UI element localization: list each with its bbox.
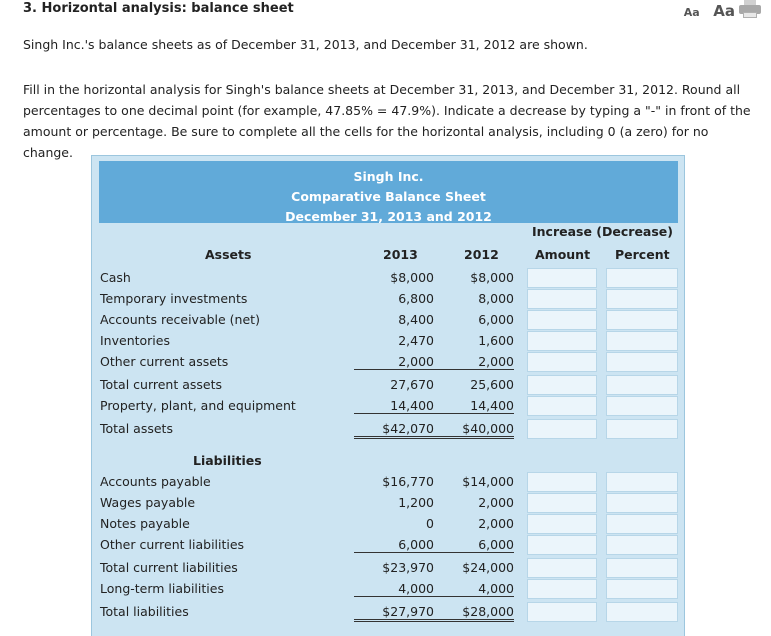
percent-input[interactable]	[606, 472, 678, 492]
amount-input[interactable]	[527, 331, 597, 351]
value-y2013: $27,970	[354, 604, 434, 622]
row-label: Total current liabilities	[100, 560, 238, 575]
value-y2013: 6,000	[354, 537, 434, 553]
row-label: Property, plant, and equipment	[100, 398, 296, 413]
percent-input[interactable]	[606, 396, 678, 416]
value-y2012: $28,000	[434, 604, 514, 622]
value-y2012: 25,600	[470, 377, 514, 392]
year-2013-header: 2013	[383, 247, 418, 262]
amount-input[interactable]	[527, 602, 597, 622]
statement-date: December 31, 2013 and 2012	[285, 209, 492, 224]
value-y2013: $16,770	[382, 474, 434, 489]
amount-header: Amount	[535, 247, 591, 262]
value-y2012: 2,000	[478, 495, 514, 510]
value-y2013: 2,000	[354, 354, 434, 370]
value-y2012: $24,000	[462, 560, 514, 575]
font-decrease-button[interactable]: Aa	[683, 6, 700, 19]
percent-input[interactable]	[606, 579, 678, 599]
percent-input[interactable]	[606, 268, 678, 288]
percent-input[interactable]	[606, 375, 678, 395]
amount-input[interactable]	[527, 268, 597, 288]
value-y2013: 6,800	[398, 291, 434, 306]
font-increase-button[interactable]: Aa	[713, 2, 735, 20]
company-name: Singh Inc.	[353, 169, 424, 184]
percent-input[interactable]	[606, 535, 678, 555]
amount-input[interactable]	[527, 472, 597, 492]
amount-input[interactable]	[527, 310, 597, 330]
amount-input[interactable]	[527, 535, 597, 555]
value-y2013: $8,000	[390, 270, 434, 285]
value-y2012: 14,400	[434, 398, 514, 414]
liabilities-header: Liabilities	[193, 453, 262, 468]
amount-input[interactable]	[527, 289, 597, 309]
row-label: Notes payable	[100, 516, 190, 531]
row-label: Accounts receivable (net)	[100, 312, 260, 327]
row-label: Cash	[100, 270, 131, 285]
value-y2013: 14,400	[354, 398, 434, 414]
row-label: Wages payable	[100, 495, 196, 510]
question-title: 3. Horizontal analysis: balance sheet	[23, 1, 294, 16]
value-y2013: 1,200	[398, 495, 434, 510]
amount-input[interactable]	[527, 352, 597, 372]
instructions-text: Fill in the horizontal analysis for Singh's balance sheets at December 31, 2013, and December 31, 2012. Round all percentages to one decimal point (for example, 47.85% = 47.9%). Indicate a decrease by typing a "-" in front of the amount or percentage. Be sure to complete all the cells for the horizontal analysis, including 0 (a zero) for no change.	[23, 82, 751, 160]
amount-input[interactable]	[527, 558, 597, 578]
percent-input[interactable]	[606, 419, 678, 439]
row-label: Accounts payable	[100, 474, 211, 489]
print-icon[interactable]	[739, 0, 761, 18]
amount-input[interactable]	[527, 419, 597, 439]
intro-text: Singh Inc.'s balance sheets as of December 31, 2013, and December 31, 2012 are shown.	[23, 37, 588, 52]
percent-input[interactable]	[606, 514, 678, 534]
value-y2013: 0	[426, 516, 434, 531]
percent-input[interactable]	[606, 602, 678, 622]
percent-header: Percent	[615, 247, 670, 262]
value-y2012: 2,000	[478, 516, 514, 531]
value-y2013: $42,070	[354, 421, 434, 439]
font-size-controls	[684, 1, 735, 20]
table-header	[99, 161, 678, 223]
value-y2013: 27,670	[390, 377, 434, 392]
balance-sheet-table	[91, 155, 685, 636]
amount-input[interactable]	[527, 493, 597, 513]
amount-input[interactable]	[527, 579, 597, 599]
value-y2013: 2,470	[398, 333, 434, 348]
change-header: Increase (Decrease)	[532, 224, 673, 239]
row-label: Other current liabilities	[100, 537, 245, 552]
value-y2012: $8,000	[470, 270, 514, 285]
percent-input[interactable]	[606, 352, 678, 372]
value-y2013: 4,000	[354, 581, 434, 597]
row-label: Total assets	[100, 421, 173, 436]
amount-input[interactable]	[527, 396, 597, 416]
statement-name: Comparative Balance Sheet	[291, 189, 486, 204]
percent-input[interactable]	[606, 558, 678, 578]
value-y2012: 6,000	[434, 537, 514, 553]
value-y2012: $40,000	[434, 421, 514, 439]
value-y2012: 4,000	[434, 581, 514, 597]
percent-input[interactable]	[606, 289, 678, 309]
amount-input[interactable]	[527, 514, 597, 534]
row-label: Temporary investments	[100, 291, 248, 306]
percent-input[interactable]	[606, 493, 678, 513]
value-y2012: $14,000	[462, 474, 514, 489]
amount-input[interactable]	[527, 375, 597, 395]
value-y2013: 8,400	[398, 312, 434, 327]
row-label: Inventories	[100, 333, 170, 348]
year-2012-header: 2012	[464, 247, 499, 262]
value-y2012: 2,000	[434, 354, 514, 370]
row-label: Other current assets	[100, 354, 229, 369]
row-label: Total liabilities	[100, 604, 189, 619]
value-y2012: 1,600	[478, 333, 514, 348]
value-y2012: 8,000	[478, 291, 514, 306]
value-y2012: 6,000	[478, 312, 514, 327]
row-label: Total current assets	[100, 377, 223, 392]
value-y2013: $23,970	[382, 560, 434, 575]
row-label: Long-term liabilities	[100, 581, 224, 596]
percent-input[interactable]	[606, 331, 678, 351]
assets-header: Assets	[205, 247, 252, 262]
percent-input[interactable]	[606, 310, 678, 330]
